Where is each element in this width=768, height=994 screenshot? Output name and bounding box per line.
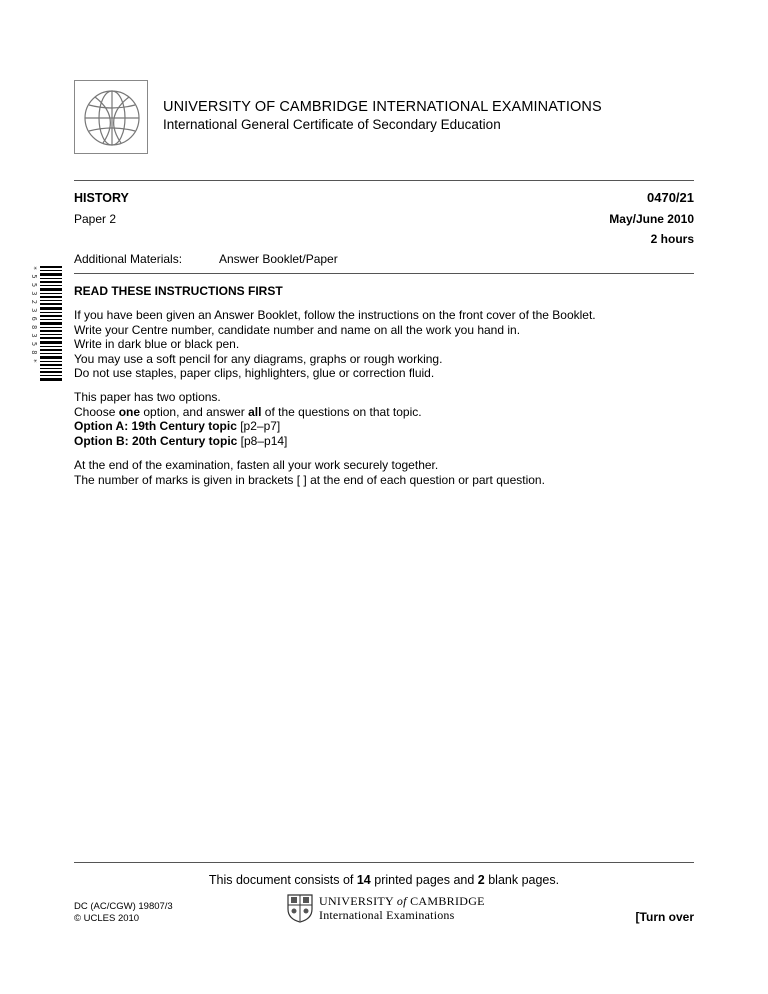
options-block — [74, 390, 422, 448]
footer-divider — [74, 862, 694, 863]
university-name: UNIVERSITY OF CAMBRIDGE INTERNATIONAL EXAMINATIONS — [163, 99, 602, 115]
instructions-list — [74, 308, 596, 381]
option-a: Option A: 19th Century topic [p2–p7] — [74, 419, 281, 434]
top-divider — [74, 180, 694, 181]
document-reference — [74, 901, 173, 925]
instruction-line: You may use a soft pencil for any diagrams, graphs or rough working. — [74, 351, 443, 366]
crest-icon — [286, 893, 314, 923]
option-b: Option B: 20th Century topic [p8–p14] — [74, 433, 288, 448]
exam-duration: 2 hours — [650, 232, 694, 246]
instruction-line: If you have been given an Answer Booklet, follow the instructions on the front cover of the Booklet. — [74, 308, 596, 322]
instruction-line: Write your Centre number, candidate number and name on all the work you hand in. — [74, 322, 521, 337]
instructions-heading: READ THESE INSTRUCTIONS FIRST — [74, 284, 283, 298]
subject-title: HISTORY — [74, 191, 129, 205]
instructions-divider — [74, 273, 694, 274]
qualification-name: International General Certificate of Secondary Education — [163, 117, 501, 132]
exam-session: May/June 2010 — [609, 212, 694, 226]
copyright-notice: © UCLES 2010 — [74, 913, 140, 924]
end-note-marks: The number of marks is given in brackets [ ] at the end of each question or part question. — [74, 472, 545, 487]
reference-code: DC (AC/CGW) 19807/3 — [74, 901, 173, 912]
barcode-digits: * 5 5 3 2 3 6 8 3 5 8 * — [30, 266, 38, 363]
options-intro: This paper has two options. — [74, 390, 221, 404]
instruction-line: Do not use staples, paper clips, highlighters, glue or correction fluid. — [74, 366, 435, 381]
logo-line-1: UNIVERSITY of CAMBRIDGE — [319, 894, 485, 908]
paper-number: Paper 2 — [74, 212, 117, 226]
cambridge-logo — [286, 893, 486, 923]
end-notes — [74, 458, 545, 487]
materials-label: Additional Materials: — [74, 252, 183, 266]
globe-icon — [81, 87, 143, 149]
logo-line-2: International Examinations — [319, 908, 455, 922]
options-choose: Choose one option, and answer all of the questions on that topic. — [74, 404, 422, 419]
end-note-fasten: At the end of the examination, fasten all your work securely together. — [74, 458, 439, 472]
instruction-line: Write in dark blue or black pen. — [74, 337, 240, 352]
barcode-bars — [40, 266, 62, 381]
barcode — [28, 264, 64, 384]
page-count-statement: This document consists of 14 printed pages and 2 blank pages. — [208, 873, 560, 887]
globe-logo — [74, 80, 148, 154]
syllabus-code: 0470/21 — [647, 190, 694, 205]
materials-value: Answer Booklet/Paper — [219, 252, 338, 266]
turn-over-marker: [Turn over — [635, 910, 694, 924]
